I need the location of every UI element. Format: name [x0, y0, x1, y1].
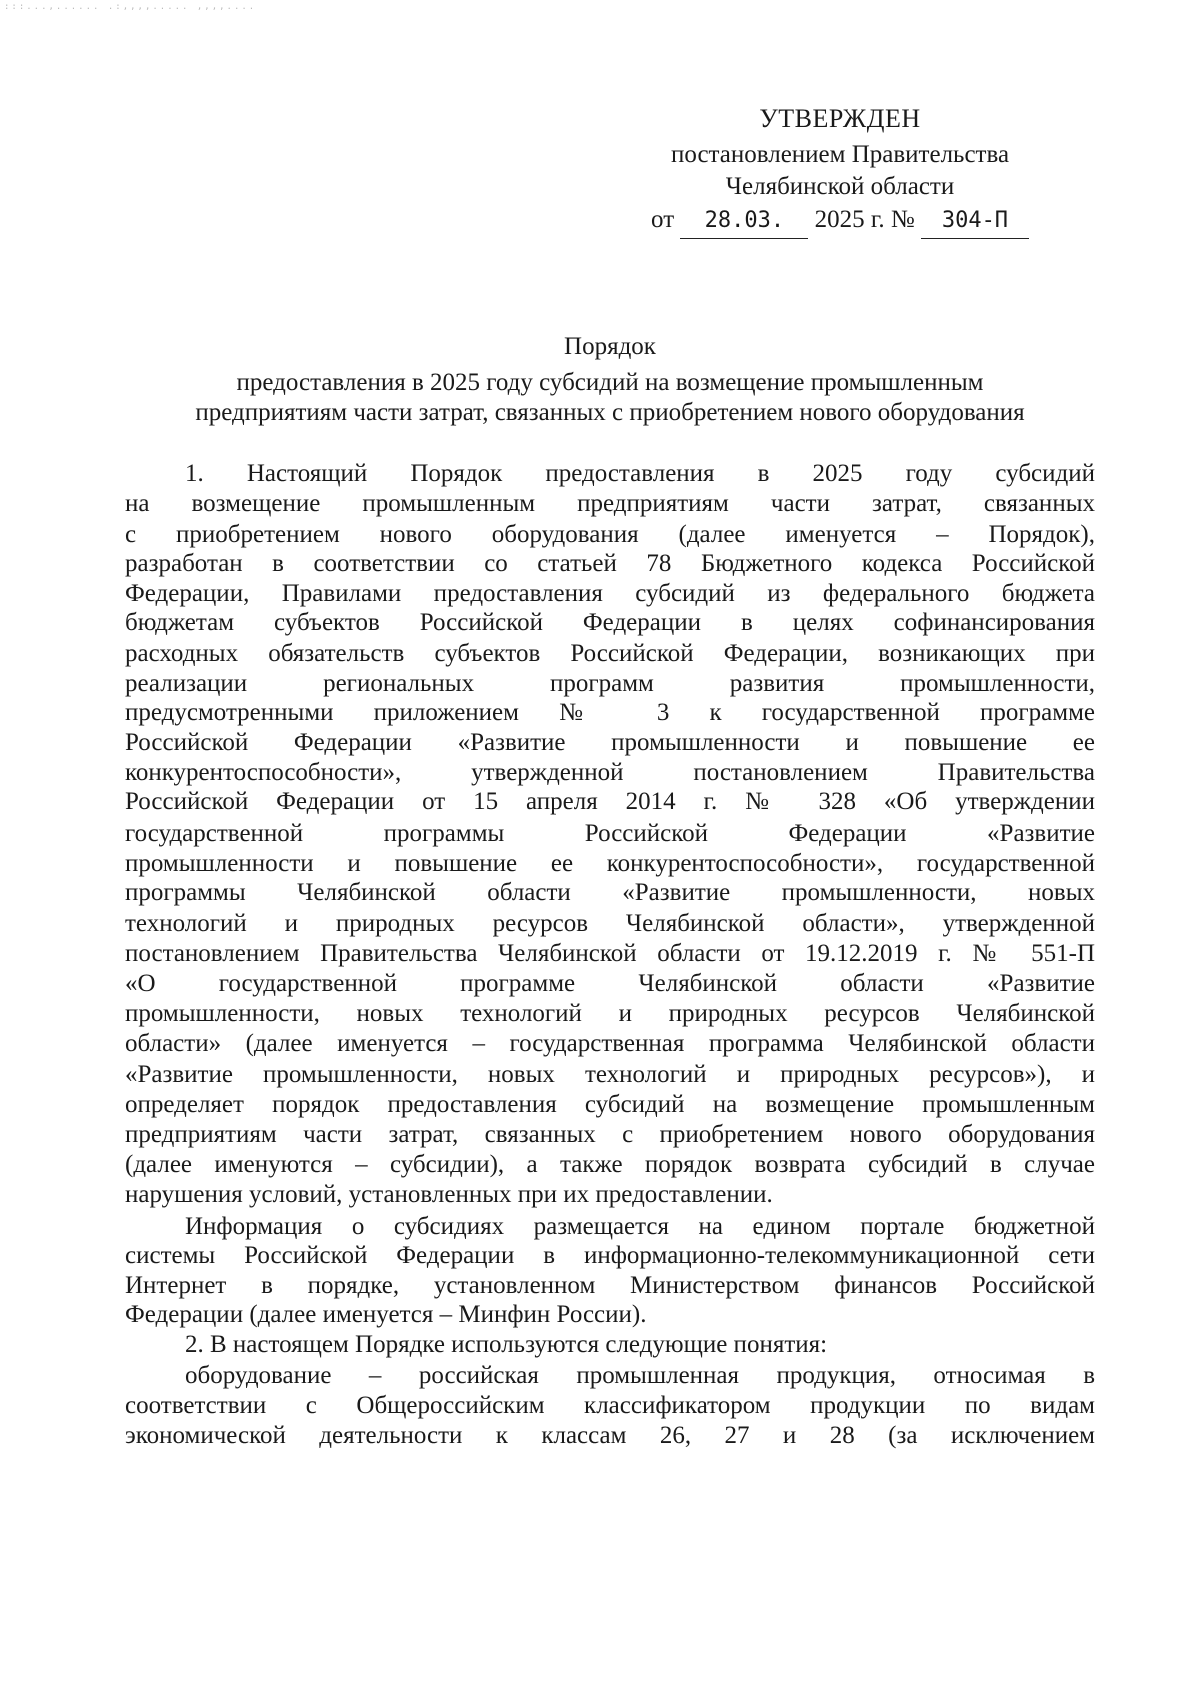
body-line: на возмещение промышленным предприятиям части затрат, связанных — [125, 490, 1095, 517]
body-line: промышленности и повышение ее конкурентоспособности», государственной — [125, 850, 1095, 877]
approval-issuer-line: постановлением Правительства — [670, 141, 1010, 168]
scan-artifact-marks: :::...,...... .:,,,,..... ,,,,.... — [4, 2, 257, 12]
body-line: с приобретением нового оборудования (далее именуется – Порядок), — [125, 521, 1095, 548]
body-line: «Развитие промышленности, новых технологий и природных ресурсов»), и — [125, 1061, 1095, 1088]
body-line: области» (далее именуется – государственная программа Челябинской области — [125, 1030, 1095, 1057]
body-line: Интернет в порядке, установленном Министерством финансов Российской — [125, 1272, 1095, 1299]
body-line: программы Челябинской области «Развитие промышленности, новых — [125, 879, 1095, 906]
body-line: конкурентоспособности», утвержденной постановлением Правительства — [125, 759, 1095, 786]
body-line: 2. В настоящем Порядке используются следующие понятия: — [185, 1331, 828, 1358]
body-line: (далее именуются – субсидии), а также порядок возврата субсидий в случае — [125, 1151, 1095, 1178]
body-line: расходных обязательств субъектов Российской Федерации, возникающих при — [125, 640, 1095, 667]
approval-date-field: 28.03. — [680, 204, 808, 239]
approval-date-number-line — [600, 203, 1080, 237]
body-line: определяет порядок предоставления субсидий на возмещение промышленным — [125, 1091, 1095, 1118]
date-prefix: от — [651, 206, 675, 233]
body-line: экономической деятельности к классам 26, 27 и 28 (за исключением — [125, 1422, 1095, 1449]
body-line: нарушения условий, установленных при их предоставлении. — [125, 1181, 773, 1208]
body-line: системы Российской Федерации в информационно-телекоммуникационной сети — [125, 1242, 1095, 1269]
body-line: Информация о субсидиях размещается на едином портале бюджетной — [185, 1213, 1095, 1240]
body-line: разработан в соответствии со статьей 78 Бюджетного кодекса Российской — [125, 550, 1095, 577]
body-line: государственной программы Российской Федерации «Развитие — [125, 820, 1095, 847]
body-line: реализации региональных программ развития промышленности, — [125, 670, 1095, 697]
year-and-number-label: 2025 г. № — [814, 206, 915, 233]
body-line: оборудование – российская промышленная продукция, относимая в — [185, 1362, 1095, 1389]
body-line: Российской Федерации «Развитие промышленности и повышение ее — [125, 729, 1095, 756]
body-line: предусмотренными приложением № 3 к государственной программе — [125, 699, 1095, 726]
body-line: Федерации (далее именуется – Минфин России). — [125, 1301, 647, 1328]
body-line: бюджетам субъектов Российской Федерации в целях софинансирования — [125, 609, 1095, 636]
body-line: постановлением Правительства Челябинской области от 19.12.2019 г. № 551-П — [125, 940, 1095, 967]
body-line: Российской Федерации от 15 апреля 2014 г. № 328 «Об утверждении — [125, 788, 1095, 815]
body-line: Федерации, Правилами предоставления субсидий из федерального бюджета — [125, 580, 1095, 607]
body-line: соответствии с Общероссийским классификатором продукции по видам — [125, 1392, 1095, 1419]
title-heading: Порядок — [564, 333, 656, 360]
body-line: технологий и природных ресурсов Челябинской области», утвержденной — [125, 910, 1095, 937]
body-line: «О государственной программе Челябинской области «Развитие — [125, 970, 1095, 997]
body-line: 1. Настоящий Порядок предоставления в 2025 году субсидий — [185, 460, 1095, 487]
body-line: промышленности, новых технологий и природных ресурсов Челябинской — [125, 1000, 1095, 1027]
body-line: предприятиям части затрат, связанных с приобретением нового оборудования — [125, 1121, 1095, 1148]
title-subline-2: предприятиям части затрат, связанных с приобретением нового оборудования — [195, 399, 1025, 426]
approval-region-line: Челябинской области — [725, 173, 955, 200]
approval-heading: УТВЕРЖДЕН — [759, 104, 921, 133]
approval-number-field: 304-П — [921, 204, 1029, 239]
title-subline-1: предоставления в 2025 году субсидий на возмещение промышленным — [236, 369, 984, 396]
